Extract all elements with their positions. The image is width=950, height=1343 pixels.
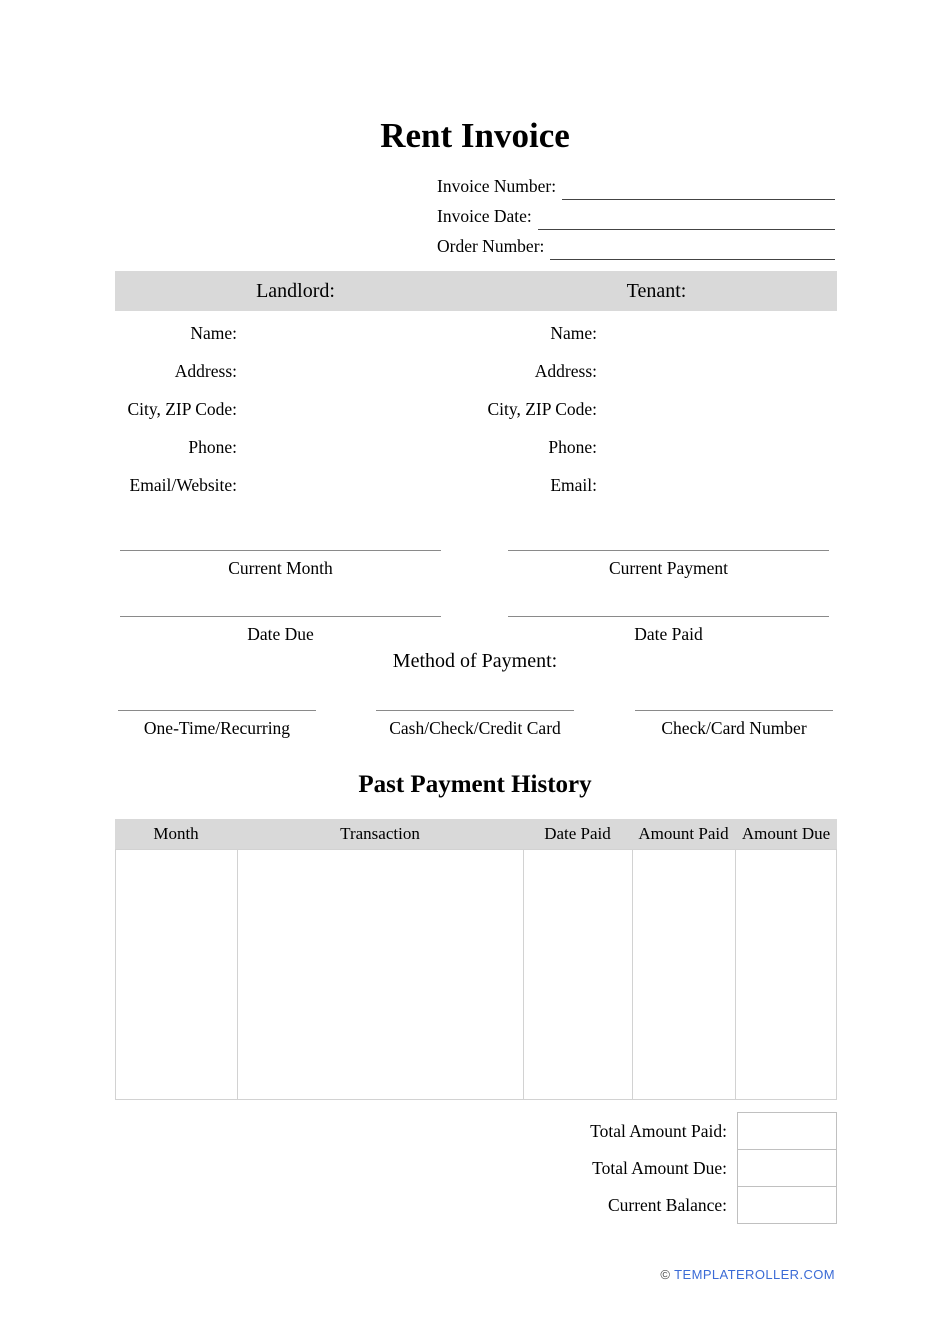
date-due-field	[120, 591, 441, 645]
invoice-date-label: Invoice Date:	[437, 206, 532, 226]
history-cell-amount-due[interactable]	[736, 850, 836, 1099]
current-payment-label: Current Payment	[608, 558, 729, 578]
landlord-email-website-label: Email/Website:	[129, 475, 237, 495]
method-of-payment-label: Method of Payment:	[392, 650, 558, 672]
payment-history-body-row	[115, 849, 837, 1100]
history-cell-date-paid[interactable]	[524, 850, 633, 1099]
history-col-month: Month	[153, 824, 199, 843]
cash-check-credit-card-label: Cash/Check/Credit Card	[389, 718, 561, 738]
tenant-name-label: Name:	[550, 323, 597, 343]
invoice-number-label: Invoice Number:	[437, 176, 557, 196]
history-cell-amount-paid[interactable]	[633, 850, 736, 1099]
landlord-phone-label: Phone:	[188, 437, 237, 457]
total-amount-paid-box[interactable]	[737, 1112, 837, 1150]
current-month-label: Current Month	[228, 558, 333, 578]
check-card-number-label: Check/Card Number	[661, 718, 807, 738]
current-payment-field	[508, 525, 829, 579]
cash-check-credit-card-field	[376, 685, 574, 739]
history-col-transaction: Transaction	[340, 824, 420, 843]
current-month-input-line[interactable]	[120, 525, 441, 551]
templateroller-link[interactable]: TEMPLATEROLLER.COM	[674, 1267, 835, 1282]
landlord-name-label: Name:	[190, 323, 237, 343]
total-amount-paid-row	[115, 1112, 837, 1150]
date-due-label: Date Due	[247, 624, 314, 644]
current-balance-label: Current Balance:	[607, 1194, 727, 1215]
date-due-input-line[interactable]	[120, 591, 441, 617]
date-paid-label: Date Paid	[634, 624, 703, 644]
current-balance-box[interactable]	[737, 1186, 837, 1224]
total-amount-due-box[interactable]	[737, 1149, 837, 1187]
payment-history-table	[115, 819, 837, 1100]
date-paid-field	[508, 591, 829, 645]
tenant-city-zip-label: City, ZIP Code:	[487, 399, 597, 419]
one-time-recurring-field	[118, 685, 316, 739]
order-number-label: Order Number:	[437, 236, 545, 256]
invoice-meta-section	[437, 170, 835, 260]
tenant-fields	[435, 314, 597, 504]
tenant-phone-label: Phone:	[548, 437, 597, 457]
invoice-date-input-line[interactable]	[538, 206, 835, 230]
check-card-number-field	[635, 685, 833, 739]
parties-header-bar	[115, 271, 837, 311]
tenant-email-label: Email:	[550, 475, 597, 495]
landlord-address-label: Address:	[174, 361, 237, 381]
invoice-date-row	[437, 200, 835, 230]
copyright-symbol: ©	[660, 1267, 671, 1282]
order-number-input-line[interactable]	[550, 236, 835, 260]
document-title: Rent Invoice	[380, 116, 570, 155]
footer	[660, 1267, 835, 1282]
cash-check-credit-card-input-line[interactable]	[376, 685, 574, 711]
invoice-number-input-line[interactable]	[562, 176, 835, 200]
date-paid-input-line[interactable]	[508, 591, 829, 617]
check-card-number-input-line[interactable]	[635, 685, 833, 711]
one-time-recurring-label: One-Time/Recurring	[143, 718, 291, 738]
invoice-number-row	[437, 170, 835, 200]
one-time-recurring-input-line[interactable]	[118, 685, 316, 711]
totals-section	[115, 1112, 837, 1224]
landlord-city-zip-label: City, ZIP Code:	[127, 399, 237, 419]
history-col-date-paid: Date Paid	[544, 824, 611, 843]
total-amount-due-row	[115, 1149, 837, 1187]
tenant-address-label: Address:	[534, 361, 597, 381]
current-payment-input-line[interactable]	[508, 525, 829, 551]
current-month-field	[120, 525, 441, 579]
current-balance-row	[115, 1186, 837, 1224]
history-cell-month[interactable]	[116, 850, 238, 1099]
total-amount-paid-label: Total Amount Paid:	[590, 1120, 727, 1141]
history-cell-transaction[interactable]	[238, 850, 524, 1099]
tenant-header: Tenant:	[626, 280, 687, 302]
landlord-fields	[75, 314, 237, 504]
history-col-amount-due: Amount Due	[741, 824, 831, 843]
order-number-row	[437, 230, 835, 260]
landlord-header: Landlord:	[256, 280, 335, 302]
payment-history-header-row	[115, 819, 837, 849]
history-col-amount-paid: Amount Paid	[638, 824, 729, 843]
total-amount-due-label: Total Amount Due:	[592, 1157, 727, 1178]
past-payment-history-title: Past Payment History	[358, 771, 592, 798]
